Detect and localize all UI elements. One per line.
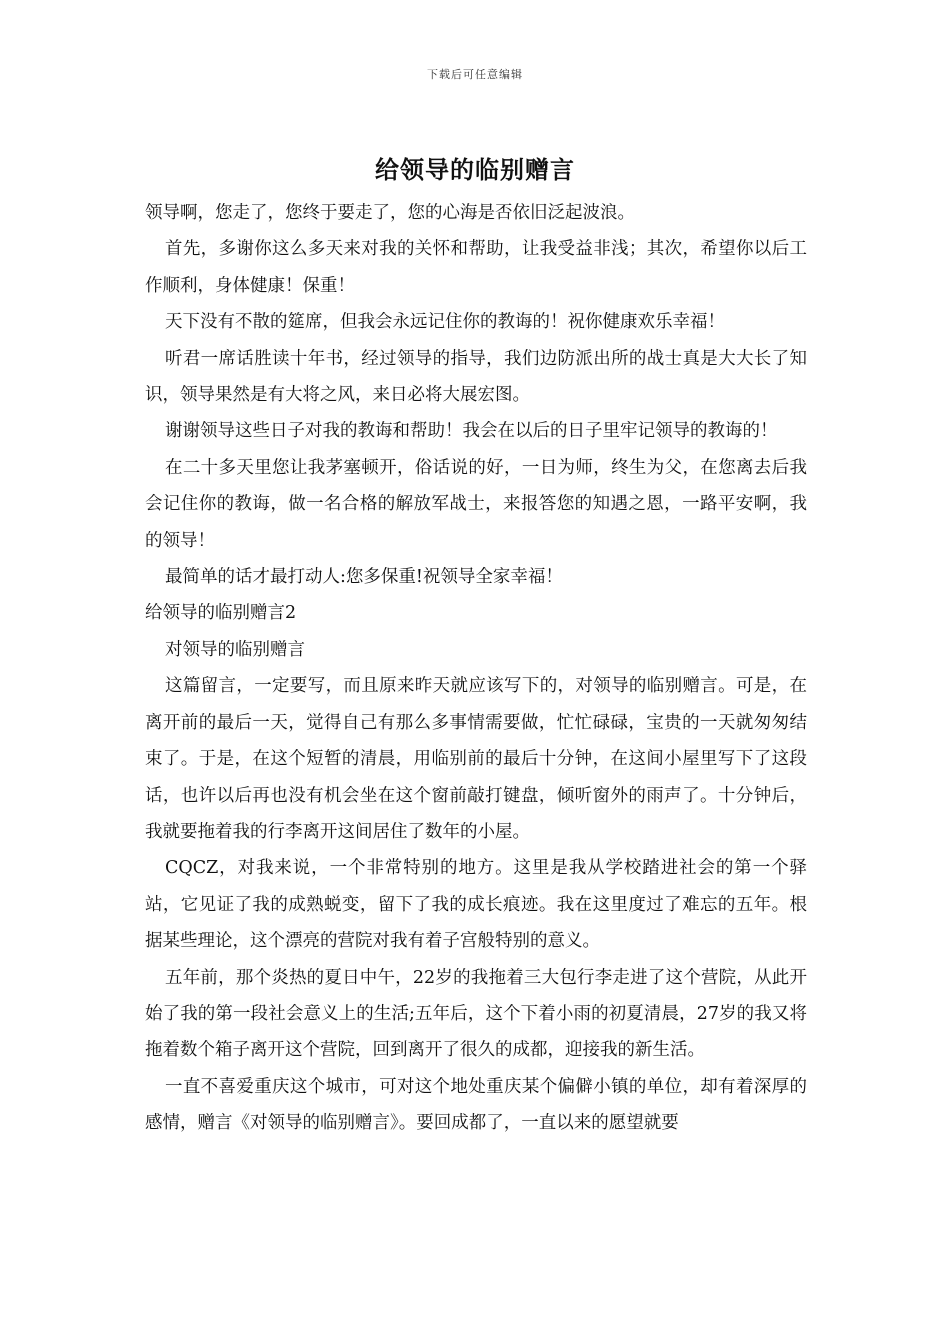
document-title: 给领导的临别赠言 — [375, 155, 575, 184]
section-subtitle: 对领导的临别赠言 — [165, 639, 305, 660]
paragraph-5: 谢谢领导这些日子对我的教诲和帮助！我会在以后的日子里牢记领导的教诲的！ — [165, 421, 778, 442]
paragraph-4: 听君一席话胜读十年书，经过领导的指导，我们边防派出所的战士真是大大长了知识，领导果然是有大将之风，来日必将大展宏图。 — [145, 348, 807, 406]
header-note: 下载后可任意编辑 — [427, 68, 523, 81]
paragraph-8: 这篇留言，一定要写，而且原来昨天就应该写下的，对领导的临别赠言。可是，在离开前的最后一天，觉得自己有那么多事情需要做，忙忙碌碌，宝贵的一天就匆匆结束了。于是，在这个短暂的清晨，用临别前的最后十分钟，在这间小屋里写下了这段话，也许以后再也没有机会坐在这个窗前敲打键盘，倾听窗外的雨声了。十分钟后，我就要拖着我的行李离开这间居住了数年的小屋。 — [145, 676, 807, 842]
document-body — [145, 195, 807, 1142]
paragraph-2: 首先，多谢你这么多天来对我的关怀和帮助，让我受益非浅；其次，希望你以后工作顺利，身体健康！保重！ — [145, 239, 807, 296]
paragraph-6: 在二十多天里您让我茅塞顿开，俗话说的好，一日为师，终生为父，在您离去后我会记住你的教诲，做一名合格的解放军战士，来报答您的知遇之恩，一路平安啊，我的领导！ — [145, 457, 807, 551]
paragraph-3: 天下没有不散的筵席，但我会永远记住你的教诲的！祝你健康欢乐幸福！ — [165, 312, 725, 333]
paragraph-1: 领导啊，您走了，您终于要走了，您的心海是否依旧泛起波浪。 — [145, 203, 635, 223]
paragraph-10: 五年前，那个炎热的夏日中午，22岁的我拖着三大包行李走进了这个营院，从此开始了我的第一段社会意义上的生活;五年后，这个下着小雨的初夏清晨，27岁的我又将拖着数个箱子离开这个营院，回到离开了很久的成都，迎接我的新生活。 — [145, 967, 807, 1061]
paragraph-9: CQCZ，对我来说，一个非常特别的地方。这里是我从学校踏进社会的第一个驿站，它见证了我的成熟蜕变，留下了我的成长痕迹。我在这里度过了难忘的五年。根据某些理论，这个漂亮的营院对我有着子宫般特别的意义。 — [145, 858, 807, 952]
paragraph-7: 最简单的话才最打动人:您多保重!祝领导全家幸福！ — [165, 567, 563, 588]
section-heading-2: 给领导的临别赠言2 — [145, 603, 297, 624]
paragraph-11: 一直不喜爱重庆这个城市，可对这个地处重庆某个偏僻小镇的单位，却有着深厚的感情，赠言《对领导的临别赠言》。要回成都了，一直以来的愿望就要 — [145, 1076, 807, 1134]
